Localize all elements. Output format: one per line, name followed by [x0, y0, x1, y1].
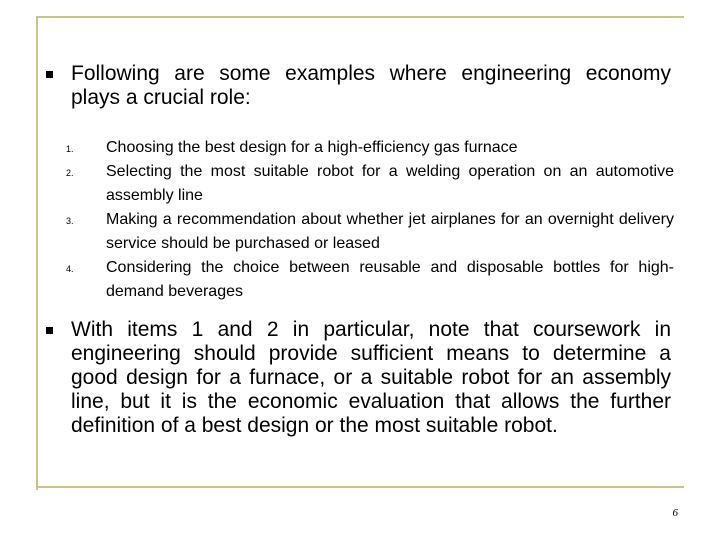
list-item [66, 160, 674, 208]
list-item-number: 1. [66, 144, 74, 154]
list-item [66, 256, 674, 304]
list-item-text: Selecting the most suitable robot for a welding operation on an automotive assembly line [106, 163, 674, 204]
list-item-number: 3. [66, 216, 74, 226]
bullet-square-icon [46, 327, 53, 334]
list-item [66, 136, 674, 160]
bottom-rule [36, 486, 684, 488]
bullet-square-icon [46, 71, 53, 78]
list-item-number: 2. [66, 168, 74, 178]
list-item-text: Considering the choice between reusable and disposable bottles for high-demand beverages [106, 259, 674, 300]
note-paragraph: With items 1 and 2 in particular, note that coursework in engineering should provide sufficient means to determine a good design for a furnace, or a suitable robot for an assembly line, but it is the economic evaluation that allows the further definition of a best design or the most suitable robot. [71, 318, 671, 437]
top-rule [36, 16, 684, 18]
list-item-number: 4. [66, 264, 74, 274]
list-item-text: Choosing the best design for a high-efficiency gas furnace [106, 139, 518, 156]
intro-paragraph: Following are some examples where engineering economy plays a crucial role: [71, 62, 671, 109]
page-number: 6 [672, 507, 678, 519]
list-item-text: Making a recommendation about whether jet airplanes for an overnight delivery service should be purchased or leased [106, 211, 674, 252]
left-rule [36, 16, 38, 490]
list-item [66, 208, 674, 256]
examples-list [66, 136, 674, 304]
